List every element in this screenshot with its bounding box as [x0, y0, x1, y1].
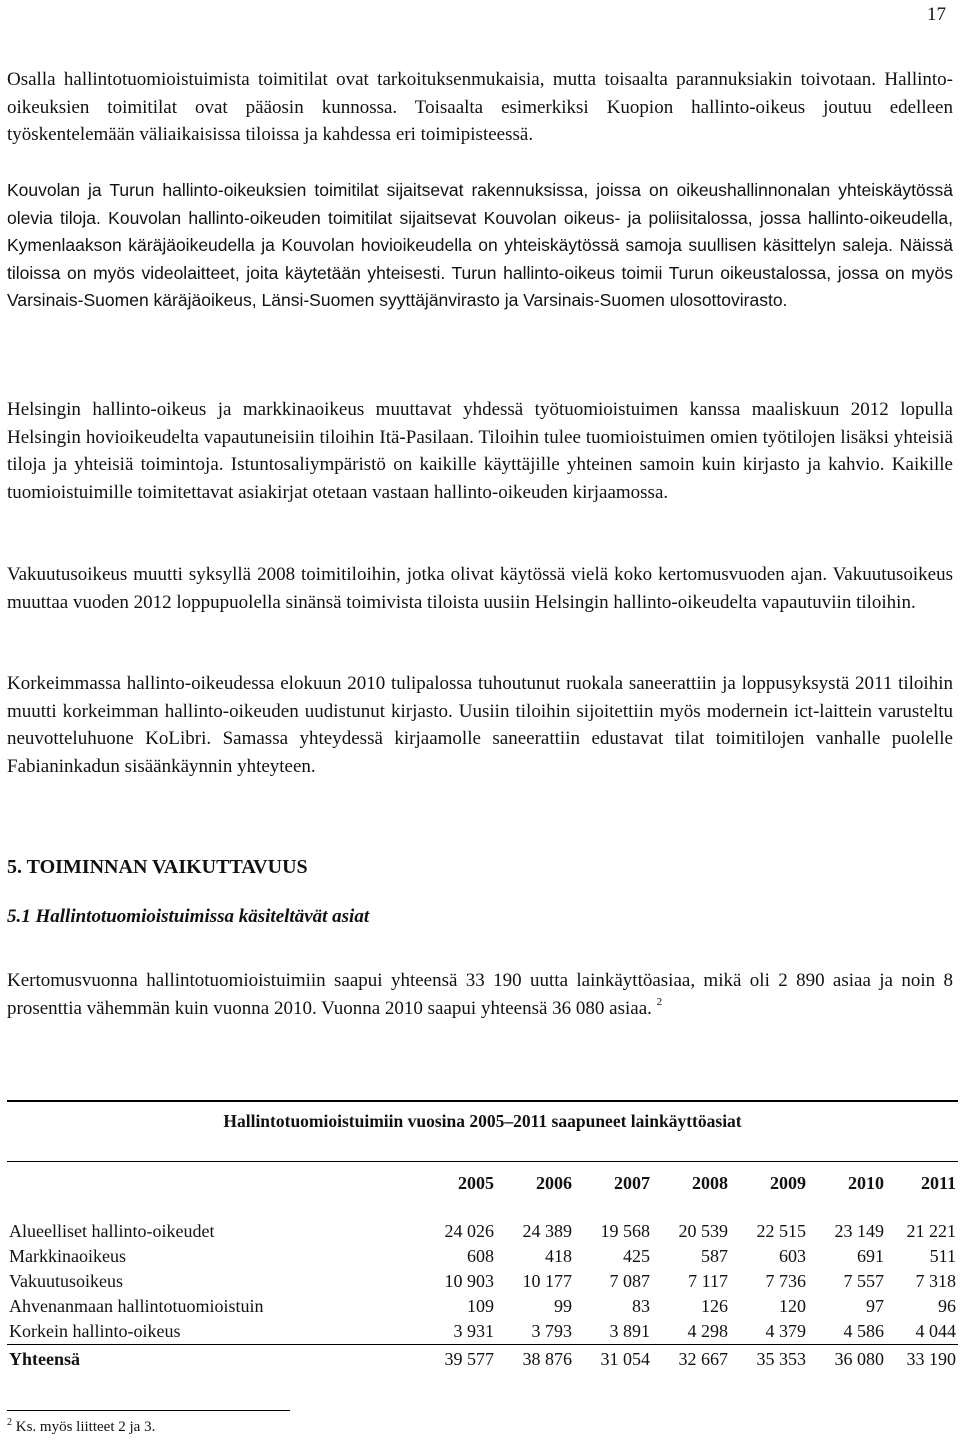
table-cell: 603 — [779, 1246, 806, 1266]
table-cell: 4 379 — [765, 1321, 806, 1341]
table-top-rule — [7, 1100, 958, 1102]
total-cell: 31 054 — [574, 1345, 652, 1374]
table-cell: 120 — [779, 1296, 806, 1316]
table-cell: 3 793 — [531, 1321, 572, 1341]
table-cell: 99 — [554, 1296, 572, 1316]
table-cell: 126 — [701, 1296, 728, 1316]
year-header: 2010 — [848, 1173, 884, 1193]
table-row — [7, 1244, 958, 1269]
footnote-separator — [7, 1410, 290, 1411]
table-cell: 511 — [929, 1246, 956, 1266]
year-header: 2007 — [614, 1173, 650, 1193]
table-header-row — [7, 1168, 958, 1198]
table-cell: 21 221 — [906, 1221, 956, 1241]
header-label-cell — [7, 1168, 340, 1198]
total-cell: 32 667 — [652, 1345, 730, 1374]
table-cell: 24 026 — [444, 1221, 494, 1241]
year-header: 2008 — [692, 1173, 728, 1193]
row-label: Alueelliset hallinto-oikeudet — [9, 1221, 215, 1241]
footnote-reference: 2 — [656, 995, 663, 1008]
total-cell: 36 080 — [808, 1345, 886, 1374]
table-cell: 10 903 — [444, 1271, 494, 1291]
table-row — [7, 1269, 958, 1294]
paragraph-insurance-court: Vakuutusoikeus muutti syksyllä 2008 toimitiloihin, jotka olivat käytössä vielä koko kertomusvuoden ajan. Vakuutusoikeus muuttaa vuoden 2012 loppupuolella sinänsä toimivista tiloista uusiin Helsingin hallinto-oikeudelta vapautuviin tiloihin. — [7, 564, 953, 613]
table-cell: 4 298 — [687, 1321, 728, 1341]
row-label: Korkein hallinto-oikeus — [9, 1321, 181, 1341]
paragraph-case-volume — [7, 967, 953, 1022]
table-cell: 20 539 — [678, 1221, 728, 1241]
table-cell: 691 — [857, 1246, 884, 1266]
table-cell: 7 117 — [688, 1271, 728, 1291]
total-cell: 38 876 — [496, 1345, 574, 1374]
table-cell: 3 931 — [453, 1321, 494, 1341]
table-cell: 3 891 — [609, 1321, 650, 1341]
year-header: 2005 — [458, 1173, 494, 1193]
total-cell: 39 577 — [340, 1345, 496, 1374]
table-cell: 4 586 — [843, 1321, 884, 1341]
table-row — [7, 1294, 958, 1319]
footnote-text: Ks. myös liitteet 2 ja 3. — [15, 1419, 156, 1435]
table-cell: 587 — [701, 1246, 728, 1266]
paragraph-premises-overview: Osalla hallintotuomioistuimista toimitilat ovat tarkoituksenmukaisia, mutta toisaalta parannuksiakin toivotaan. Hallinto-oikeuksien toimitilat ovat pääosin kunnossa. Toisaalta esimerkiksi Kuopion hallinto-oikeus joutuu edelleen työskentelemään väliaikaisissa tiloissa ja kahdessa eri toimipisteessä. — [7, 69, 953, 146]
table-cell: 22 515 — [756, 1221, 806, 1241]
year-header: 2006 — [536, 1173, 572, 1193]
table-title: Hallintotuomioistuimiin vuosina 2005–2011 saapuneet lainkäyttöasiat — [223, 1111, 742, 1131]
page-number: 17 — [927, 4, 946, 25]
subsection-heading: 5.1 Hallintotuomioistuimissa käsiteltävät asiat — [7, 906, 370, 927]
year-header: 2009 — [770, 1173, 806, 1193]
paragraph-helsinki: Helsingin hallinto-oikeus ja markkinaoikeus muuttavat yhdessä työtuomioistuimen kanssa maaliskuun 2012 lopulla Helsingin hovioikeudelta vapautuneisiin tiloihin Itä-Pasilaan. Tiloihin tulee tuomioistuimen omien työtilojen lisäksi yhteisiä tiloja ja yhteisiä toimintoja. Istuntosaliympäristö on kaikille käyttäjille yhteinen samoin kuin kirjasto ja kahvio. Kaikille tuomioistuimille toimitettavat asiakirjat otetaan vastaan hallinto-oikeuden kirjaamossa. — [7, 399, 953, 503]
table-total-row — [7, 1345, 958, 1374]
footnote — [7, 1419, 155, 1436]
table-cell: 418 — [545, 1246, 572, 1266]
table-row — [7, 1219, 958, 1244]
table-cell: 96 — [938, 1296, 956, 1316]
row-label: Markkinaoikeus — [9, 1246, 126, 1266]
table-row — [7, 1319, 958, 1345]
table-cell: 24 389 — [522, 1221, 572, 1241]
paragraph-supreme-admin-court: Korkeimmassa hallinto-oikeudessa elokuun 2010 tulipalossa tuhoutunut ruokala saneerattiin ja loppusyksystä 2011 tiloihin muutti korkeimman hallinto-oikeuden uudistunut kirjasto. Uusiin tiloihin sijoitettiin myös modernein ict-laittein varusteltu neuvotteluhuone KoLibri. Samassa yhteydessä kirjaamolle saneerattiin edustavat tilat toimitilojen vanhalle puolelle Fabianinkadun sisäänkäynnin yhteyteen. — [7, 673, 953, 777]
table-cell: 7 087 — [609, 1271, 650, 1291]
table-cell: 97 — [866, 1296, 884, 1316]
paragraph-kouvola-turku: Kouvolan ja Turun hallinto-oikeuksien toimitilat sijaitsevat rakennuksissa, joissa on oikeushallinnonalan yhteiskäytössä olevia tiloja. Kouvolan hallinto-oikeuden toimitilat sijaitsevat Kouvolan oikeus- ja poliisitalossa, jossa hallinto-oikeudella, Kymenlaakson käräjäoikeudella ja Kouvolan hovioikeudella on yhteiskäytössä samoja suullisen käsittelyn saleja. Näissä tiloissa on myös videolaitteet, joita käytetään yhteisesti. Turun hallinto-oikeus toimii Turun oikeustalossa, jossa on myös Varsinais-Suomen käräjäoikeus, Länsi-Suomen syyttäjänvirasto ja Varsinais-Suomen ulosottovirasto. — [7, 180, 953, 310]
table-cell: 608 — [467, 1246, 494, 1266]
table-cell: 7 557 — [843, 1271, 884, 1291]
cases-table — [7, 1168, 958, 1373]
total-label: Yhteensä — [7, 1345, 340, 1374]
section-heading: 5. TOIMINNAN VAIKUTTAVUUS — [7, 856, 308, 878]
table-cell: 425 — [623, 1246, 650, 1266]
footnote-number: 2 — [7, 1417, 12, 1428]
total-cell: 33 190 — [886, 1345, 958, 1374]
paragraph-case-volume-text: Kertomusvuonna hallintotuomioistuimiin saapui yhteensä 33 190 uutta lainkäyttöasiaa, mikä oli 2 890 asiaa ja noin 8 prosenttia vähemmän kuin vuonna 2010. Vuonna 2010 saapui yhteensä 36 080 asiaa. — [7, 970, 953, 1019]
table-cell: 19 568 — [600, 1221, 650, 1241]
table-cell: 7 318 — [915, 1271, 956, 1291]
table-cell: 4 044 — [915, 1321, 956, 1341]
table-cell: 7 736 — [765, 1271, 806, 1291]
row-label: Ahvenanmaan hallintotuomioistuin — [9, 1296, 264, 1316]
table-cell: 83 — [632, 1296, 650, 1316]
table-cell: 23 149 — [834, 1221, 884, 1241]
year-header: 2011 — [920, 1173, 956, 1193]
table-cell: 109 — [467, 1296, 494, 1316]
row-label: Vakuutusoikeus — [9, 1271, 123, 1291]
table-cell: 10 177 — [522, 1271, 572, 1291]
total-cell: 35 353 — [730, 1345, 808, 1374]
table-spacer-row — [7, 1198, 958, 1219]
table-header-rule — [7, 1161, 958, 1162]
